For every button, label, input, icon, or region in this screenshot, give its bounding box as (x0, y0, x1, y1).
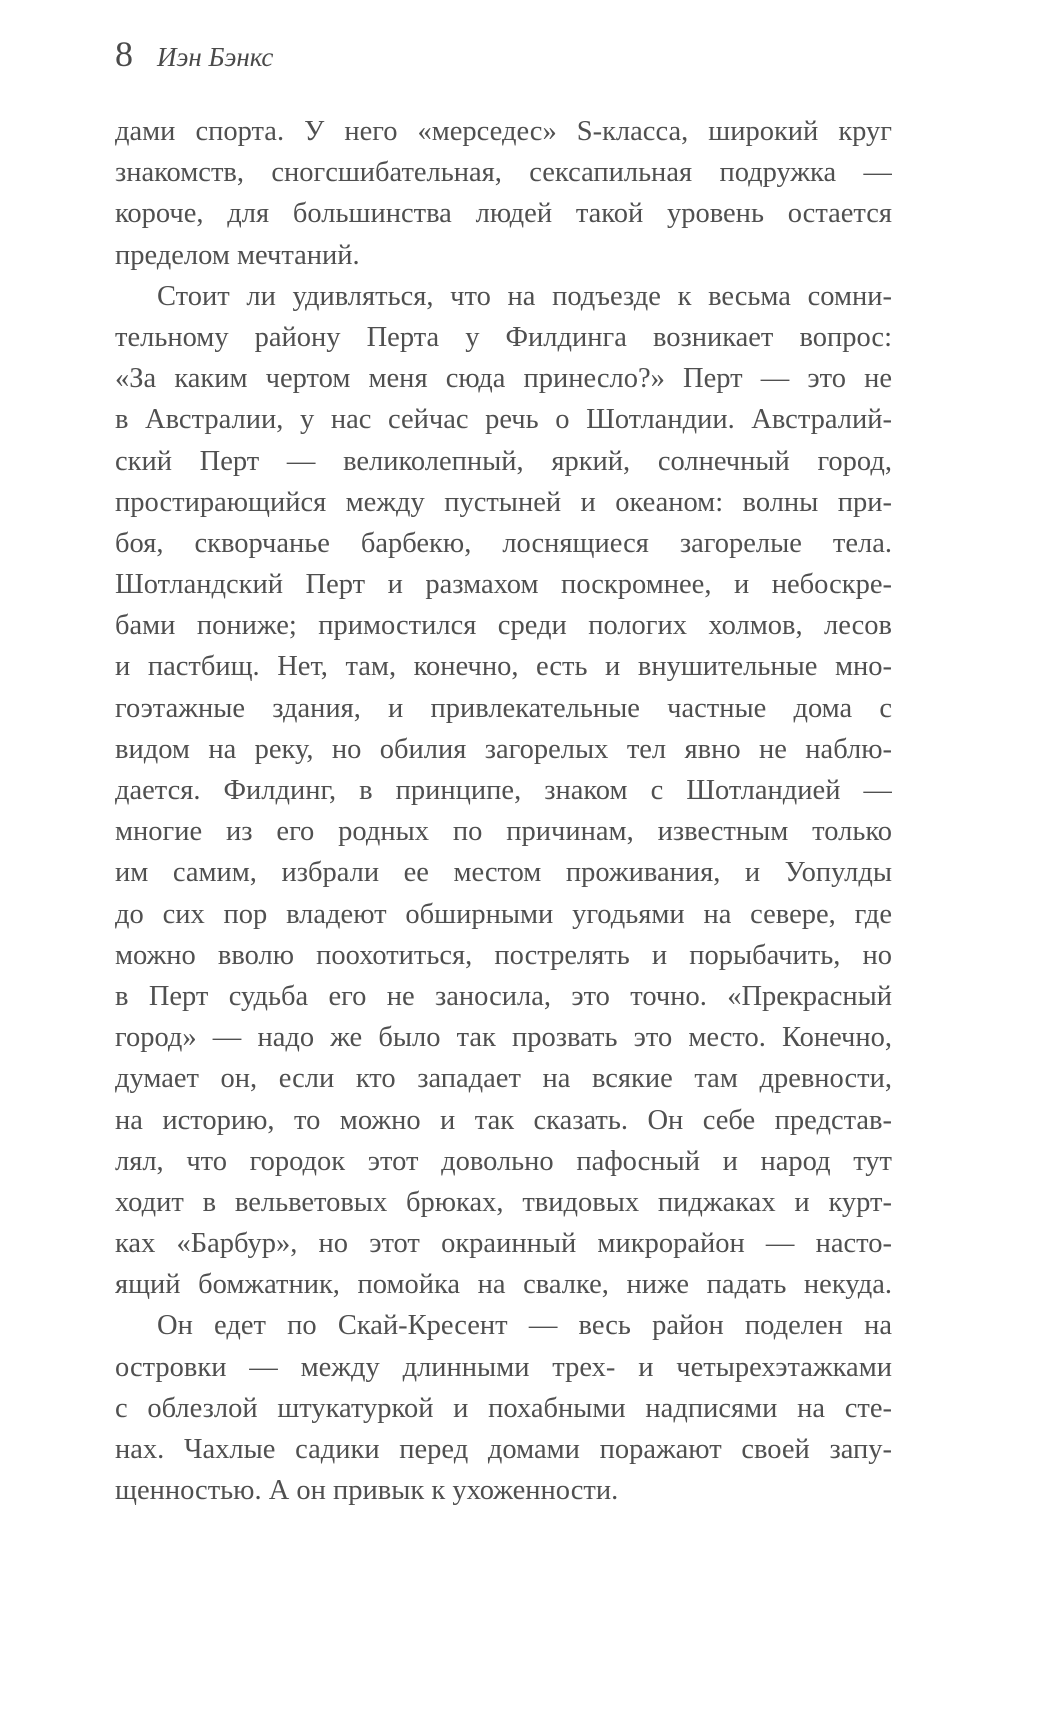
text-line: ходит в вельветовых брюках, твидовых пиджаках и курт- (115, 1186, 892, 1218)
text-line: с облезлой штукатуркой и похабными надписями на сте- (115, 1392, 892, 1424)
text-line: в Перт судьба его не заносила, это точно. «Прекрасный (115, 980, 892, 1012)
text-line: в Австралии, у нас сейчас речь о Шотландии. Австралий- (115, 404, 892, 436)
text-line: город» — надо же было так прозвать это место. Конечно, (115, 1022, 892, 1054)
text-line: Шотландский Перт и размахом поскромнее, и небоскре- (115, 569, 892, 601)
text-line: можно вволю поохотиться, пострелять и порыбачить, но (115, 939, 892, 971)
text-line: боя, скворчанье барбекю, лоснящиеся загорелые тела. (115, 527, 892, 559)
text-line: лял, что городок этот довольно пафосный и народ тут (115, 1145, 892, 1177)
text-line: на историю, то можно и так сказать. Он себе представ- (115, 1104, 892, 1136)
text-line: гоэтажные здания, и привлекательные частные дома с (115, 692, 892, 724)
text-line: короче, для большинства людей такой уровень остается (115, 198, 892, 230)
text-line: бами пониже; примостился среди пологих холмов, лесов (115, 610, 892, 642)
text-line: «За каким чертом меня сюда принесло?» Перт — это не (115, 363, 892, 395)
text-line: видом на реку, но обилия загорелых тел явно не наблю- (115, 733, 892, 765)
body-text (115, 111, 892, 1511)
text-line: дами спорта. У него «мерседес» S-класса, широкий круг (115, 116, 892, 147)
text-line: пределом мечтаний. (115, 239, 360, 271)
paragraph (115, 276, 892, 1306)
text-line: островки — между длинными трех- и четырехэтажками (115, 1351, 892, 1383)
text-line: тельному району Перта у Филдинга возникает вопрос: (115, 321, 892, 353)
paragraph (115, 1305, 892, 1511)
page-number: 8 (115, 34, 133, 74)
paragraph (115, 111, 892, 276)
text-line: до сих пор владеют обширными угодьями на севере, где (115, 898, 892, 930)
author-name: Иэн Бэнкс (157, 42, 274, 72)
text-line: ках «Барбур», но этот окраинный микрорайон — насто- (115, 1228, 892, 1260)
text-line: простирающийся между пустыней и океаном: волны при- (115, 486, 892, 518)
text-line: Стоит ли удивляться, что на подъезде к весьма сомни- (157, 280, 892, 312)
text-line: Он едет по Скай-Кресент — весь район поделен на (157, 1310, 892, 1342)
text-line: дается. Филдинг, в принципе, знаком с Шотландией — (115, 775, 892, 806)
text-line: многие из его родных по причинам, известным только (115, 816, 892, 848)
running-header (115, 28, 273, 88)
text-line: думает он, если кто западает на всякие там древности, (115, 1063, 892, 1095)
text-line: им самим, избрали ее местом проживания, и Уопулды (115, 857, 892, 889)
text-line: ский Перт — великолепный, яркий, солнечный город, (115, 445, 892, 477)
text-line: и пастбищ. Нет, там, конечно, есть и внушительные мно- (115, 651, 892, 683)
text-line: знакомств, сногсшибательная, сексапильная подружка — (115, 157, 892, 189)
text-line: ящий бомжатник, помойка на свалке, ниже падать некуда. (115, 1269, 892, 1301)
text-line: нах. Чахлые садики перед домами поражают своей запу- (115, 1434, 892, 1465)
text-line: щенностью. А он привык к ухоженности. (115, 1475, 619, 1507)
